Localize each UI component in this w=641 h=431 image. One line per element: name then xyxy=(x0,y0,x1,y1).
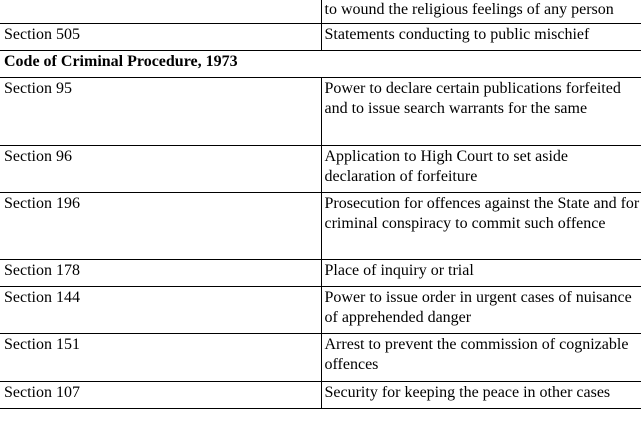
table-row xyxy=(0,259,641,286)
table-row xyxy=(0,23,641,50)
section-cell: Section 505 xyxy=(0,23,321,50)
table-row xyxy=(0,333,641,381)
table-row xyxy=(0,0,641,23)
section-cell: Section 96 xyxy=(0,145,321,192)
table-row xyxy=(0,381,641,408)
description-cell: Statements conducting to public mischief xyxy=(321,23,641,50)
description-cell: Prosecution for offences against the State and for criminal conspiracy to commit such offence xyxy=(321,192,641,259)
description-cell: Application to High Court to set aside declaration of forfeiture xyxy=(321,145,641,192)
section-cell: Section 95 xyxy=(0,77,321,145)
section-cell: Section 144 xyxy=(0,286,321,333)
table-row xyxy=(0,145,641,192)
description-cell: Power to declare certain publications forfeited and to issue search warrants for the same xyxy=(321,77,641,145)
table-row xyxy=(0,192,641,259)
description-cell: Power to issue order in urgent cases of nuisance of apprehended danger xyxy=(321,286,641,333)
section-heading-row xyxy=(0,50,641,77)
description-cell: Security for keeping the peace in other cases xyxy=(321,381,641,408)
description-cell: Place of inquiry or trial xyxy=(321,259,641,286)
section-cell: Section 107 xyxy=(0,381,321,408)
description-cell: Arrest to prevent the commission of cognizable offences xyxy=(321,333,641,381)
table-row xyxy=(0,77,641,145)
code-heading: Code of Criminal Procedure, 1973 xyxy=(0,50,641,77)
section-cell: Section 196 xyxy=(0,192,321,259)
description-cell: to wound the religious feelings of any person xyxy=(321,0,641,23)
section-cell: Section 178 xyxy=(0,259,321,286)
section-cell: Section 151 xyxy=(0,333,321,381)
section-cell xyxy=(0,0,321,23)
table-row xyxy=(0,286,641,333)
